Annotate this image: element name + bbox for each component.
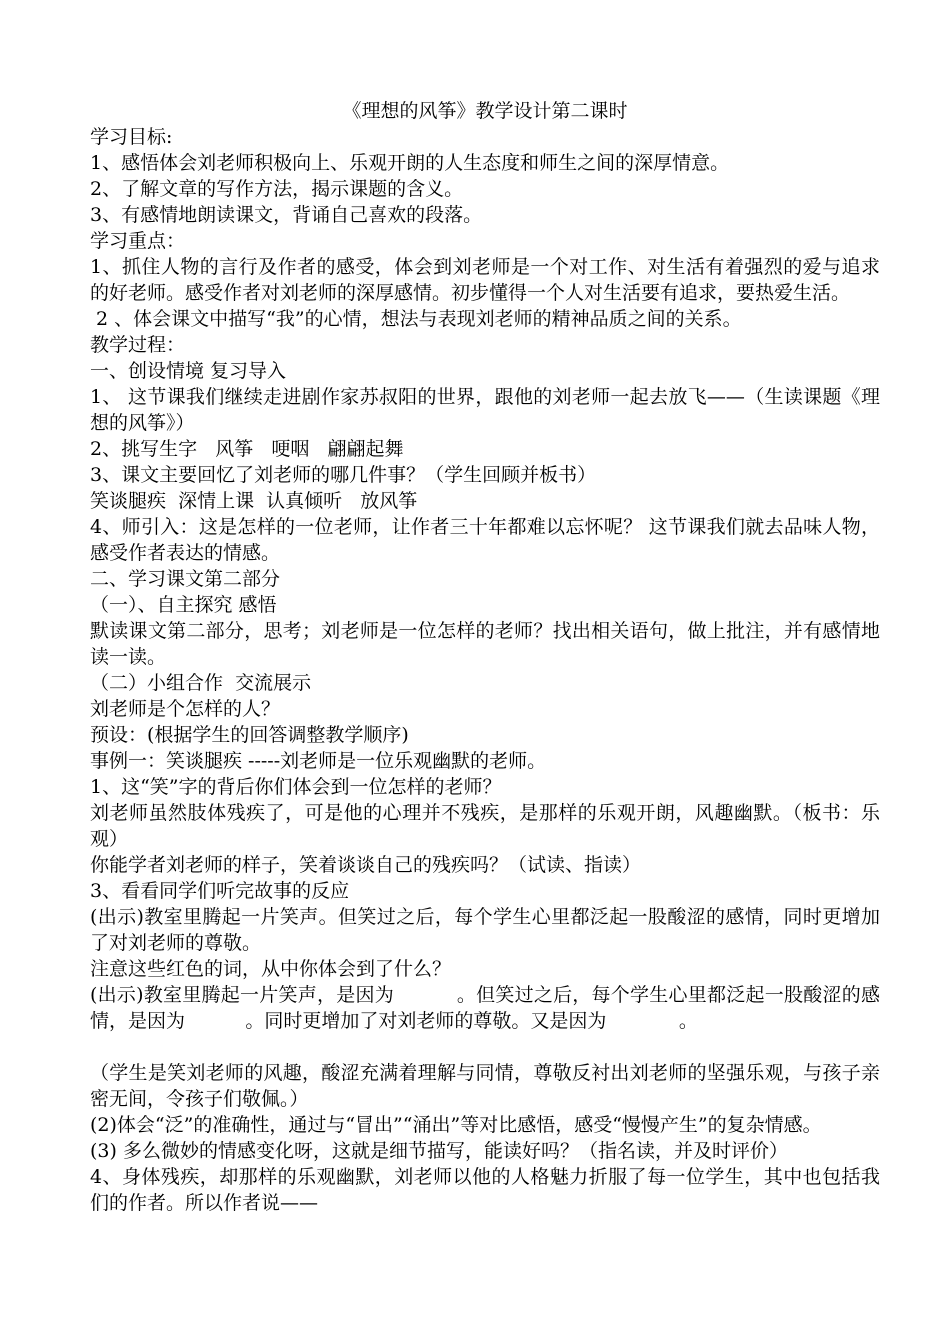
paragraph: (3) 多么微妙的情感变化呀，这就是细节描写，能读好吗？（指名读，并及时评价） (90, 1140, 788, 1162)
paragraph: 1、感悟体会刘老师积极向上、乐观开朗的人生态度和师生之间的深厚情意。 (90, 152, 730, 174)
document-body (90, 124, 880, 1216)
paragraph: 学习重点： (90, 230, 186, 252)
paragraph: 一、创设情境 复习导入 (90, 360, 287, 382)
paragraph: 4、身体残疾，却那样的乐观幽默，刘老师以他的人格魅力折服了每一位学生，其中也包括我们的作者。所以作者说—— (90, 1166, 880, 1214)
paragraph: 事例一：笑谈腿疾 -----刘老师是一位乐观幽默的老师。 (90, 750, 547, 772)
paragraph: 学习目标: (90, 126, 173, 148)
paragraph: 注意这些红色的词，从中你体会到了什么？ (90, 958, 452, 980)
paragraph: (2)体会“泛”的准确性，通过与“冒出”“涌出”等对比感悟，感受“慢慢产生”的复杂情感。 (90, 1114, 822, 1136)
paragraph: 1、抓住人物的言行及作者的感受，体会到刘老师是一个对工作、对生活有着强烈的爱与追求的好老师。感受作者对刘老师的深厚感情。初步懂得一个人对生活要有追求，要热爱生活。 (90, 256, 880, 304)
paragraph: 3、课文主要回忆了刘老师的哪几件事？（学生回顾并板书） (90, 464, 597, 486)
paragraph: (出示)教室里腾起一片笑声，是因为 。但笑过之后，每个学生心里都泛起一股酸涩的感情，是因为 。同时更增加了对刘老师的尊敬。又是因为 。 (90, 984, 880, 1032)
paragraph: 二、学习课文第二部分 (90, 568, 281, 590)
paragraph: （一）、自主探究 感悟 (90, 594, 277, 616)
paragraph: (出示)教室里腾起一片笑声。但笑过之后，每个学生心里都泛起一股酸涩的感情，同时更增加了对刘老师的尊敬。 (90, 906, 880, 954)
paragraph: 2 、体会课文中描写“我”的心情，想法与表现刘老师的精神品质之间的关系。 (90, 308, 742, 330)
paragraph (90, 1034, 880, 1060)
document-page (90, 98, 880, 1216)
paragraph: （二）小组合作 交流展示 (90, 672, 312, 694)
paragraph: （学生是笑刘老师的风趣，酸涩充满着理解与同情，尊敬反衬出刘老师的坚强乐观，与孩子亲密无间，令孩子们敬佩。） (90, 1062, 880, 1110)
paragraph: 1、这“笑”字的背后你们体会到一位怎样的老师？ (90, 776, 502, 798)
paragraph: 教学过程： (90, 334, 186, 356)
paragraph: 4、师引入：这是怎样的一位老师，让作者三十年都难以忘怀呢？ 这节课我们就去品味人物，感受作者表达的情感。 (90, 516, 880, 564)
paragraph: 2、挑写生字 风筝 哽咽 翩翩起舞 (90, 438, 404, 460)
paragraph: 1、 这节课我们继续走进剧作家苏叔阳的世界，跟他的刘老师一起去放飞——（生读课题《理想的风筝》） (90, 386, 880, 434)
paragraph: 3、有感情地朗读课文，背诵自己喜欢的段落。 (90, 204, 483, 226)
paragraph: 你能学者刘老师的样子，笑着谈谈自己的残疾吗？（试读、指读） (90, 854, 642, 876)
paragraph: 默读课文第二部分，思考；刘老师是一位怎样的老师？找出相关语句，做上批注，并有感情地读一读。 (90, 620, 880, 668)
paragraph: 预设：(根据学生的回答调整教学顺序) (90, 724, 409, 746)
document-title: 《理想的风筝》教学设计第二课时 (342, 100, 628, 122)
paragraph: 刘老师是个怎样的人？ (90, 698, 281, 720)
paragraph: 2、了解文章的写作方法，揭示课题的含义。 (90, 178, 464, 200)
paragraph: 笑谈腿疾 深情上课 认真倾听 放风筝 (90, 490, 418, 512)
paragraph: 3、看看同学们听完故事的反应 (90, 880, 350, 902)
paragraph: 刘老师虽然肢体残疾了，可是他的心理并不残疾，是那样的乐观开朗，风趣幽默。（板书：乐观） (90, 802, 880, 850)
